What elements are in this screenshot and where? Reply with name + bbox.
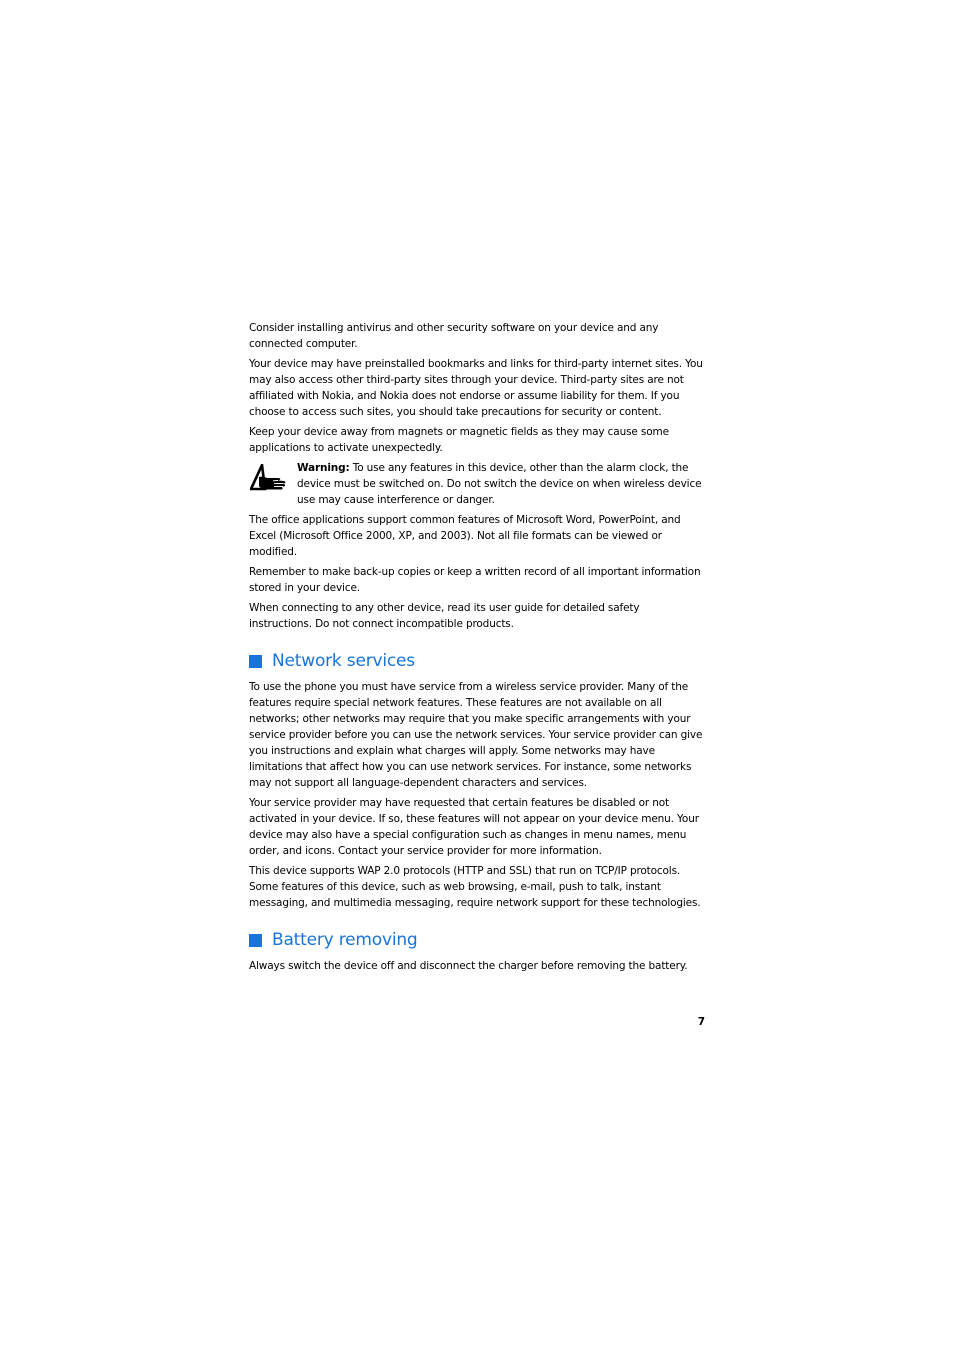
intro-paragraph: Your device may have preinstalled bookmarks and links for third-party internet sites. You may also access other third-party sites through your device. Third-party sites are not affiliated with Nokia, and Nokia does not endorse or assume liability for them. If you choose to access such sites, you should take precautions for security or content. [249, 358, 703, 418]
heading-bullet-square [249, 934, 262, 947]
section-title: Battery removing [272, 930, 418, 950]
warning-hand-icon [250, 464, 286, 492]
section-paragraph: This device supports WAP 2.0 protocols (HTTP and SSL) that run on TCP/IP protocols. Some features of this device, such as web browsing, e-mail, push to talk, instant messaging, and multimedia messaging, require network support for these technologies. [249, 865, 701, 909]
section-title: Network services [272, 651, 415, 671]
section-paragraph: Always switch the device off and disconnect the charger before removing the battery. [249, 960, 688, 972]
section-heading-network-services [249, 649, 705, 673]
warning-label: Warning: [297, 462, 350, 474]
body-paragraph: The office applications support common features of Microsoft Word, PowerPoint, and Excel (Microsoft Office 2000, XP, and 2003). Not all file formats can be viewed or modified. [249, 514, 681, 558]
body-paragraph: When connecting to any other device, read its user guide for detailed safety instructions. Do not connect incompatible products. [249, 602, 640, 630]
body-paragraph: Remember to make back-up copies or keep a written record of all important information stored in your device. [249, 566, 701, 594]
warning-notice [249, 460, 705, 508]
warning-body: To use any features in this device, other than the alarm clock, the device must be switched on. Do not switch the device on when wireless device use may cause interference or danger. [297, 462, 702, 506]
section-paragraph: Your service provider may have requested that certain features be disabled or not activated in your device. If so, these features will not appear on your device menu. Your device may also have a special configuration such as changes in menu names, menu order, and icons. Contact your service provider for more information. [249, 797, 699, 857]
intro-paragraph: Keep your device away from magnets or magnetic fields as they may cause some applications to activate unexpectedly. [249, 426, 669, 454]
heading-bullet-square [249, 655, 262, 668]
section-paragraph: To use the phone you must have service from a wireless service provider. Many of the features require special network features. These features are not available on all networks; other networks may require that you make specific arrangements with your service provider before you can use the network services. Your service provider can give you instructions and explain what charges will apply. Some networks may have limitations that affect how you can use network services. For instance, some networks may not support all language-dependent characters and services. [249, 681, 703, 789]
section-heading-battery-removing [249, 928, 705, 952]
page-number: 7 [697, 1016, 705, 1028]
intro-paragraph: Consider installing antivirus and other security software on your device and any connected computer. [249, 322, 659, 350]
page-content [249, 320, 705, 978]
warning-text [297, 460, 705, 508]
